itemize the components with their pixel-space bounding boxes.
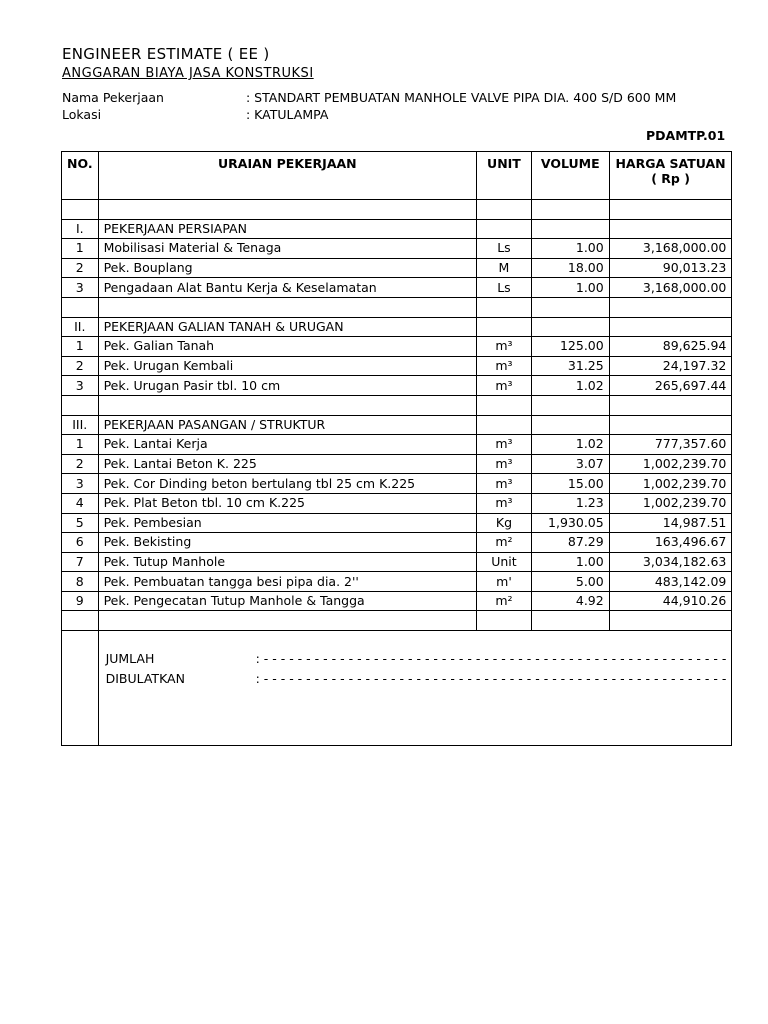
section-price-empty (609, 317, 732, 337)
section-price-empty (609, 415, 732, 435)
section-price-empty (609, 219, 732, 239)
item-unit-price: 265,697.44 (609, 376, 732, 396)
location-value: : KATULAMPA (246, 107, 329, 122)
item-number: 8 (62, 572, 99, 592)
item-description: Pek. Urugan Pasir tbl. 10 cm (98, 376, 477, 396)
totals-cell (98, 631, 732, 746)
item-number: 6 (62, 533, 99, 553)
blank-cell (531, 611, 609, 631)
location-label: Lokasi (62, 107, 102, 122)
table-row (62, 435, 732, 455)
table-header-row (62, 152, 732, 200)
item-unit: m³ (477, 376, 532, 396)
dibulatkan-line (104, 669, 727, 689)
jumlah-dashes: : - - - - - - - - - - - - - - - - - - - - - - - - - - - - - - - - - - - - - - - - - - - - - - - - - - - - - - - (255, 651, 727, 667)
item-unit: Ls (477, 239, 532, 259)
item-description: Pek. Urugan Kembali (98, 356, 477, 376)
item-volume: 1.02 (531, 376, 609, 396)
dibulatkan-dashes: : - - - - - - - - - - - - - - - - - - - - - - - - - - - - - - - - - - - - - - - - - - - - - - - - - - - - - - - (255, 671, 727, 687)
item-unit-price: 1,002,239.70 (609, 474, 732, 494)
blank-cell (531, 395, 609, 415)
item-number: 1 (62, 435, 99, 455)
col-unit-header: UNIT (477, 152, 532, 200)
item-number: 5 (62, 513, 99, 533)
item-number: 2 (62, 356, 99, 376)
blank-cell (62, 395, 99, 415)
item-unit: m² (477, 533, 532, 553)
item-unit: m' (477, 572, 532, 592)
section-unit-empty (477, 219, 532, 239)
item-number: 3 (62, 278, 99, 298)
item-unit-price: 14,987.51 (609, 513, 732, 533)
section-number: II. (62, 317, 99, 337)
item-volume: 1.00 (531, 239, 609, 259)
item-number: 1 (62, 239, 99, 259)
table-row (62, 376, 732, 396)
blank-cell (531, 200, 609, 220)
table-row (62, 513, 732, 533)
blank-row (62, 611, 732, 631)
section-row (62, 317, 732, 337)
blank-cell (531, 297, 609, 317)
totals-row (62, 631, 732, 746)
item-volume: 3.07 (531, 454, 609, 474)
document-title: ENGINEER ESTIMATE ( EE ) (62, 45, 270, 63)
table-row (62, 552, 732, 572)
section-title: PEKERJAAN PASANGAN / STRUKTUR (98, 415, 477, 435)
table-row (62, 356, 732, 376)
table-row (62, 278, 732, 298)
section-number: III. (62, 415, 99, 435)
blank-cell (477, 297, 532, 317)
col-price-header-line1: HARGA SATUAN (615, 156, 726, 171)
estimate-table (61, 151, 732, 746)
blank-row (62, 200, 732, 220)
item-unit-price: 89,625.94 (609, 337, 732, 357)
item-volume: 1.23 (531, 493, 609, 513)
blank-row (62, 297, 732, 317)
item-unit: Kg (477, 513, 532, 533)
job-label: Nama Pekerjaan (62, 90, 164, 105)
item-unit: m² (477, 591, 532, 611)
section-volume-empty (531, 317, 609, 337)
item-unit-price: 3,168,000.00 (609, 278, 732, 298)
section-volume-empty (531, 219, 609, 239)
item-unit-price: 777,357.60 (609, 435, 732, 455)
item-volume: 87.29 (531, 533, 609, 553)
table-row (62, 533, 732, 553)
item-unit-price: 24,197.32 (609, 356, 732, 376)
blank-cell (98, 200, 477, 220)
blank-cell (609, 200, 732, 220)
item-description: Pengadaan Alat Bantu Kerja & Keselamatan (98, 278, 477, 298)
item-description: Pek. Plat Beton tbl. 10 cm K.225 (98, 493, 477, 513)
blank-cell (98, 395, 477, 415)
item-description: Pek. Pembesian (98, 513, 477, 533)
col-no-header: NO. (62, 152, 99, 200)
item-unit: m³ (477, 474, 532, 494)
item-number: 1 (62, 337, 99, 357)
item-unit: m³ (477, 337, 532, 357)
item-unit-price: 483,142.09 (609, 572, 732, 592)
item-unit: m³ (477, 356, 532, 376)
item-description: Mobilisasi Material & Tenaga (98, 239, 477, 259)
col-volume-header: VOLUME (531, 152, 609, 200)
table-row (62, 591, 732, 611)
section-title: PEKERJAAN GALIAN TANAH & URUGAN (98, 317, 477, 337)
blank-cell (98, 611, 477, 631)
blank-cell (609, 611, 732, 631)
item-volume: 4.92 (531, 591, 609, 611)
item-volume: 1.00 (531, 278, 609, 298)
item-number: 2 (62, 258, 99, 278)
col-price-header-line2: ( Rp ) (651, 171, 690, 186)
blank-row (62, 395, 732, 415)
item-volume: 31.25 (531, 356, 609, 376)
item-volume: 1,930.05 (531, 513, 609, 533)
table-body (62, 200, 732, 746)
item-volume: 5.00 (531, 572, 609, 592)
section-title: PEKERJAAN PERSIAPAN (98, 219, 477, 239)
item-volume: 18.00 (531, 258, 609, 278)
item-number: 3 (62, 474, 99, 494)
item-description: Pek. Pengecatan Tutup Manhole & Tangga (98, 591, 477, 611)
item-unit-price: 163,496.67 (609, 533, 732, 553)
reference-code: PDAMTP.01 (646, 128, 726, 143)
item-unit: Ls (477, 278, 532, 298)
blank-cell (62, 297, 99, 317)
item-unit-price: 44,910.26 (609, 591, 732, 611)
blank-cell (62, 611, 99, 631)
blank-cell (477, 200, 532, 220)
item-volume: 1.00 (531, 552, 609, 572)
section-volume-empty (531, 415, 609, 435)
item-description: Pek. Bouplang (98, 258, 477, 278)
item-unit: Unit (477, 552, 532, 572)
blank-cell (62, 200, 99, 220)
item-unit: m³ (477, 435, 532, 455)
table-row (62, 493, 732, 513)
section-row (62, 219, 732, 239)
jumlah-label: JUMLAH (105, 651, 155, 667)
blank-cell (98, 297, 477, 317)
item-unit: M (477, 258, 532, 278)
item-volume: 1.02 (531, 435, 609, 455)
item-description: Pek. Pembuatan tangga besi pipa dia. 2'' (98, 572, 477, 592)
section-unit-empty (477, 317, 532, 337)
item-unit: m³ (477, 493, 532, 513)
item-unit-price: 3,168,000.00 (609, 239, 732, 259)
table-row (62, 454, 732, 474)
item-unit: m³ (477, 454, 532, 474)
item-description: Pek. Tutup Manhole (98, 552, 477, 572)
blank-cell (609, 297, 732, 317)
document-subtitle: ANGGARAN BIAYA JASA KONSTRUKSI (62, 66, 314, 81)
item-description: Pek. Bekisting (98, 533, 477, 553)
table-row (62, 239, 732, 259)
item-description: Pek. Lantai Beton K. 225 (98, 454, 477, 474)
section-unit-empty (477, 415, 532, 435)
item-number: 7 (62, 552, 99, 572)
table-row (62, 337, 732, 357)
jumlah-line (104, 649, 727, 669)
item-number: 2 (62, 454, 99, 474)
totals-no-empty (62, 631, 99, 746)
item-description: Pek. Galian Tanah (98, 337, 477, 357)
blank-cell (609, 395, 732, 415)
table-row (62, 258, 732, 278)
item-volume: 125.00 (531, 337, 609, 357)
section-row (62, 415, 732, 435)
item-number: 3 (62, 376, 99, 396)
item-unit-price: 90,013.23 (609, 258, 732, 278)
item-description: Pek. Lantai Kerja (98, 435, 477, 455)
item-unit-price: 1,002,239.70 (609, 493, 732, 513)
item-number: 4 (62, 493, 99, 513)
item-unit-price: 1,002,239.70 (609, 454, 732, 474)
section-number: I. (62, 219, 99, 239)
blank-cell (477, 395, 532, 415)
item-volume: 15.00 (531, 474, 609, 494)
dibulatkan-label: DIBULATKAN (105, 671, 185, 687)
table-row (62, 572, 732, 592)
col-description-header: URAIAN PEKERJAAN (98, 152, 477, 200)
item-unit-price: 3,034,182.63 (609, 552, 732, 572)
job-value: : STANDART PEMBUATAN MANHOLE VALVE PIPA DIA. 400 S/D 600 MM (246, 90, 677, 105)
item-description: Pek. Cor Dinding beton bertulang tbl 25 cm K.225 (98, 474, 477, 494)
col-price-header (609, 152, 732, 200)
blank-cell (477, 611, 532, 631)
item-number: 9 (62, 591, 99, 611)
table-row (62, 474, 732, 494)
